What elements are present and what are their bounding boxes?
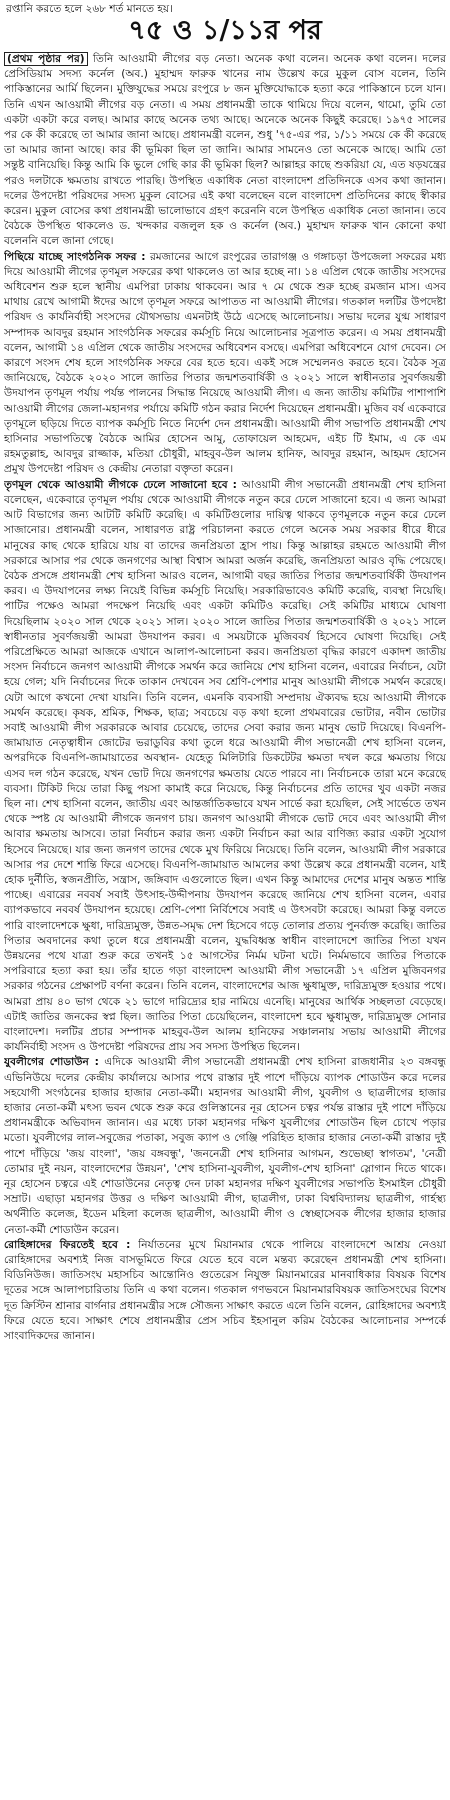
paragraph-restructure [4, 478, 446, 1056]
article-headline: ৭৫ ও ১/১১র পর [128, 15, 322, 46]
paragraph-text: এদিকে আওয়ামী লীগ সভানেত্রী প্রধানমন্ত্রী শেখ হাসিনা রাজধানীর ২৩ বঙ্গবন্ধু এভিনিউয়ে দলের কেন্দ্রীয় কার্যালয়ে আসার পথে রাস্তার দুই পাশে দাঁড়িয়ে ব্যাপক শোডাউন করে দলের সহযোগী সংগঠনের হাজার হাজার নেতা-কর্মী। মহানগর আওয়ামী লীগ, যুবলীগ ও ছাত্রলীগের হাজার হাজার নেতা-কর্মী মৎস্য ভবন থেকে শুরু করে গুলিস্তানের নূর হোসেন চত্বর পর্যন্ত রাস্তার দুই পাশে দাঁড়িয়ে প্রধানমন্ত্রীকে অভিবাদন জানান। এর মধ্যে ঢাকা মহানগর দক্ষিণ যুবলীগের শোডাউন ছিল চোখে পড়ার মতো। যুবলীগের লাল-সবুজের পতাকা, সবুজ ক্যাপ ও গেঞ্জি পরিহিত হাজার হাজার নেতা-কর্মী রাস্তার দুই পাশে দাঁড়িয়ে 'জয় বাংলা', 'জয় বঙ্গবন্ধু', 'জননেত্রী শেখ হাসিনার আগমন, শুভেচ্ছা স্বাগতম', 'নেত্রী তোমার দুই নয়ন, বাংলাদেশের উন্নয়ন', 'শেখ হাসিনা-যুবলীগ, যুবলীগ-শেখ হাসিনা' স্লোগান দিতে থাকে। নূর হোসেন চত্বরে এই শোডাউনের নেতৃত্ব দেন ঢাকা মহানগর দক্ষিণ যুবলীগের সভাপতি ইসমাইল চৌধুরী সম্রাট। এছাড়া মহানগর উত্তর ও দক্ষিণ আওয়ামী লীগ, ছাত্রলীগ, ঢাকা বিশ্ববিদ্যালয় ছাত্রলীগ, গার্হস্থ্য অর্থনীতি কলেজ, ইডেন মহিলা কলেজ ছাত্রলীগ, আওয়ামী লীগ ও স্বেচ্ছাসেবক লীগের হাজার হাজার নেতা-কর্মী শোডাউন করেন। [4, 1056, 446, 1236]
paragraph-jubo-league-showdown [4, 1055, 446, 1237]
subheading-restructure: তৃণমূল থেকে আওয়ামী লীগকে ঢেলে সাজানো হবে : [4, 478, 237, 491]
previous-article-tail: রপ্তানি করতে হলে ২৬৮ শর্ত মানতে হয়। [6, 3, 173, 15]
paragraph-text: রমজানের আগে রংপুরের তারাগঞ্জ ও গঙ্গাচড়া উপজেলা সফরের মধ্য দিয়ে আওয়ামী লীগের তৃণমূল সফরের কথা থাকলেও তা আর হচ্ছে না। ১৪ এপ্রিল থেকে জাতীয় সংসদের অধিবেশন শুরু হলে স্থানীয় এমপিরা ঢাকায় থাকবেন। আর ৭ মে থেকে শুরু হচ্ছে রমজান মাস। এসব মাথায় রেখে আগামী ঈদের আগে তৃণমূল সফরে আপাতত না আওয়ামী লীগের। গতকাল দলটির উপদেষ্টা পরিষদ ও কার্যনির্বাহী সংসদের যৌথসভায় এমনটাই উঠে এসেছে আলোচনায়। সভায় দলের যুগ্ম সাধারণ সম্পাদক আবদুর রহমান সাংগঠনিক সফরের কর্মসূচি নিয়ে আলোচনার সূত্রপাত করেন। এ সময় প্রধানমন্ত্রী বলেন, আগামী ১৪ এপ্রিল থেকে জাতীয় সংসদের অধিবেশন বসছে। এমপিরা অধিবেশনে যোগ দেবেন। সে কারণে সংসদ শেষ হলে সাংগঠনিক সফরে বের হতে হবে। একই সঙ্গে সম্মেলনও করতে হবে। বৈঠক সূত্র জানিয়েছে, বৈঠকে ২০২০ সালে জাতির পিতার জন্মশতবার্ষিকী ও ২০২১ সালে স্বাধীনতার সুবর্ণজয়ন্তী উদযাপন তৃণমূল পর্যায় পর্যন্ত পালনের সিদ্ধান্ত নিয়েছে আওয়ামী লীগ। এ জন্য জাতীয় কমিটির পাশাপাশি আওয়ামী লীগের জেলা-মহানগর পর্যায়ে কমিটি গঠন করার নির্দেশ দিয়েছেন প্রধানমন্ত্রী। মুজিব বর্ষ একেবারে তৃণমূলে ছড়িয়ে দিতে ব্যাপক কর্মসূচি নিতে নির্দেশ দেন প্রধানমন্ত্রী। আওয়ামী লীগ সভাপতি প্রধানমন্ত্রী শেখ হাসিনার সভাপতিত্বে বৈঠকে আমির হোসেন আমু, তোফায়েল আহমেদ, এইচ টি ইমাম, এ কে এম রহমতুল্লাহ, আবদুর রাজ্জাক, মতিয়া চৌধুরী, মাহবুব-উল আলম হানিফ, আবদুর রহমান, আহমদ হোসেন প্রমুখ উপদেষ্টা পরিষদ ও কেন্দ্রীয় নেতারা বক্তৃতা করেন। [4, 250, 446, 476]
paragraph-rohingya [4, 1238, 446, 1344]
paragraph-text: তিনি আওয়ামী লীগের বড় নেতা। অনেক কথা বলেন। অনেক কথা বলেন। দলের প্রেসিডিয়াম সদস্য কর্নেল (অব.) মুহাম্মদ ফারুক খানের নাম উল্লেখ করে মুকুল বোস বলেন, তিনি পাকিস্তানের আর্মি ছিলেন। মুক্তিযুদ্ধের সময়ে রংপুরে ৮ জন মুক্তিযোদ্ধাকে হত্যা করে পাকিস্তানে চলে যান। তিনি এখন আওয়ামী লীগের বড় নেতা। এ সময় প্রধানমন্ত্রী তাকে থামিয়ে দিয়ে বলেন, থামো, তুমি তো একটা একটা করে বলছ। আমার কাছে অনেক তথ্য আছে। অনেকে অনেক কিছুই করেছে। ১৯৭৫ সালের পর কে কী করেছে তা আমার জানা আছে। প্রধানমন্ত্রী বলেন, শুধু '৭৫-এর পর, ১/১১ সময়ে কে কী করেছে তা আমার জানা আছে। কার কী ভূমিকা ছিল তা জানি। আমার সামনেও তো অনেকে আছে। আমি তো সন্তুষ্ট বানিয়েছি। কিন্তু আমি কি ভুলে গেছি কার কী ভূমিকা ছিল? আল্লাহর কাছে শুকরিয়া যে, এত ষড়যন্ত্রের পরও দলটাকে ক্ষমতায় রাখতে পারছি। উপস্থিত একাধিক নেতা বাংলাদেশ প্রতিদিনকে এসব কথা জানান। দলের উপদেষ্টা পরিষদের সদস্য মুকুল বোসের এই কথা বলেছেন বলে বাংলাদেশ প্রতিদিনের কাছে স্বীকার করেন। মুকুল বোসের কথা প্রধানমন্ত্রী ভালোভাবে গ্রহণ করেননি বলে উপস্থিত একাধিক নেতা জানান। তবে বৈঠকে উপস্থিত থাকলেও ড. খন্দকার বজলুল হক ও কর্নেল (অব.) মুহাম্মদ ফারুক খান কোনো কথা বলেননি বলে জানা গেছে। [4, 53, 446, 248]
paragraph-organizational-tour [4, 250, 446, 478]
subheading-organizational-tour: পিছিয়ে যাচ্ছে সাংগঠনিক সফর : [4, 250, 146, 263]
paragraph-text: আওয়ামী লীগ সভানেত্রী প্রধানমন্ত্রী শেখ হাসিনা বলেছেন, একেবারে তৃণমূল পর্যায় থেকে আওয়ামী লীগকে নতুন করে ঢেলে সাজানো হবে। এ জন্য আমরা আট বিভাগের জন্য আটটি কমিটি করেছি। এ কমিটিগুলোর দায়িত্ব থাকবে তৃণমূলকে নতুন করে ঢেলে সাজানোর। প্রধানমন্ত্রী বলেন, সাধারণত রাষ্ট্র পরিচালনা করতে গেলে অনেক সময় সরকার ধীরে ধীরে মানুষের কাছ থেকে হারিয়ে যায় বা তাদের জনপ্রিয়তা হ্রাস পায়। কিন্তু আল্লাহর রহমতে আওয়ামী লীগ সরকারে আসার পর থেকে জনগণের আস্থা বিশ্বাস আমরা অর্জন করেছি, জনপ্রিয়তা আরও বৃদ্ধি পেয়েছে। বৈঠক প্রসঙ্গে প্রধানমন্ত্রী শেখ হাসিনা আরও বলেন, আগামী বছর জাতির পিতার জন্মশতবার্ষিকী উদযাপন করব। এ উদযাপনের লক্ষ্য নিয়েই বিভিন্ন কর্মসূচি নিয়েছি। সরকারিভাবেও কমিটি করেছি, ব্যবস্থা নিয়েছি। পাটির পক্ষেও আমরা পদক্ষেপ নিয়েছি এবং একটা কমিটিও করেছি। সেই কমিটির মাধ্যমে ঘোষণা দিয়েছিলাম ২০২০ সাল থেকে ২০২১ সাল। ২০২০ সালে জাতির পিতার জন্মশতবার্ষিকী ও ২০২১ সালে স্বাধীনতার সুবর্ণজয়ন্তী আমরা উদযাপন করব। এ সময়টাকে মুজিববর্ষ হিসেবে ঘোষণা দিয়েছি। সেই পরিপ্রেক্ষিতে আমরা আজকে এখানে আলাপ-আলোচনা করব। জনপ্রিয়তা বৃদ্ধির কারণে একাদশ জাতীয় সংসদ নির্বাচনে জনগণ আওয়ামী লীগকে সমর্থন করে জানিয়ে শেখ হাসিনা বলেন, এবারের নির্বাচন, যেটা হয়ে গেল; যদি নির্বাচনের দিকে তাকান দেখবেন সব শ্রেণি-পেশার মানুষ আওয়ামী লীগকে সমর্থন করেছে। যেটা আগে কখনো দেখা যায়নি। তিনি বলেন, এমনকি ব্যবসায়ী সম্প্রদায় ঐক্যবদ্ধ হয়ে আওয়ামী লীগকে সমর্থন করেছে। কৃষক, শ্রমিক, শিক্ষক, ছাত্র; সবচেয়ে বড় কথা হলো প্রথমবারের ভোটার, নবীন ভোটার সবাই আওয়ামী লীগ সরকারকে আবার চেয়েছে, তাদের সেবা করার জন্য মানুষ ভোট দিয়েছে। বিএনপি-জামায়াত নেতৃত্বাধীন জোটের ভরাডুবির কথা তুলে ধরে আওয়ামী লীগ সভানেত্রী শেখ হাসিনা বলেন, অপরদিকে বিএনপি-জামায়াতের অবস্থান- যেহেতু মিলিটারি ডিকটেটর ক্ষমতা দখল করে ক্ষমতায় গিয়ে এসব দল গঠন করেছে, যখন ভোট দিয়ে জনগণের ক্ষমতায় যেতে পারবে না। নির্বাচনকে তারা মনে করেছে ব্যবসা। টিকিট দিয়ে তারা কিছু পয়সা কামাই করে নিয়েছে, কিন্তু নির্বাচনের প্রতি তাদের খুব একটা নজর ছিল না। শেখ হাসিনা বলেন, জাতীয় এবং আন্তর্জাতিকভাবে যখন সার্ভে করা হয়েছিল, সেই সার্ভেতে তখন থেকে স্পষ্ট যে আওয়ামী লীগকে জনগণ চায়। জনগণ আওয়ামী লীগকে ভোট দেবে এবং আওয়ামী লীগ আবার ক্ষমতায় আসবে। তারা নির্বাচন করার জন্য একটা নির্বাচন করা আর বাণিজ্য করার একটা সুযোগ হিসেবে নিয়েছে। যার জন্য জনগণ তাদের থেকে মুখ ফিরিয়ে নিয়েছে। তিনি বলেন, আওয়ামী লীগ সরকারে আসার পর দেশে শান্তি ফিরে এসেছে। বিএনপি-জামায়াত আমলের কথা উল্লেখ করে প্রধানমন্ত্রী বলেন, যাই হোক দুর্নীতি, স্বজনপ্রীতি, সন্ত্রাস, জঙ্গিবাদ এগুলোতে ছিল। এখন কিন্তু আমাদের দেশের মানুষ অন্তত শান্তি পাচ্ছে। এবারের নববর্ষ সবাই উৎসাহ-উদ্দীপনায় উদযাপন করেছে জানিয়ে শেখ হাসিনা বলেন, এবার ব্যাপকভাবে নববর্ষ উদযাপন হয়েছে। শ্রেণি-পেশা নির্বিশেষে সবাই এ উৎসবটা করেছে। আমরা কিন্তু বলতে পারি বাংলাদেশকে ক্ষুধা, দারিদ্র্যমুক্ত, উন্নত-সমৃদ্ধ দেশ হিসেবে গড়ে তোলার প্রত্যয় পুনর্ব্যক্ত করেছি। জাতির পিতার অবদানের কথা তুলে ধরে প্রধানমন্ত্রী বলেন, যুদ্ধবিধ্বস্ত স্বাধীন বাংলাদেশে জাতির পিতা যখন উন্নয়নের পথে যাত্রা শুরু করে তখনই ১৫ আগস্টের নির্মম ঘটনা ঘটে। নির্মমভাবে জাতির পিতাকে সপরিবারে হত্যা করা হয়। তাঁর হাতে গড়া বাংলাদেশ আওয়ামী লীগ সভানেত্রী ১৭ এপ্রিল মুজিবনগর সরকার গঠনের প্রেক্ষাপট বর্ণনা করেন। তিনি বলেন, বাংলাদেশের আজ ক্ষুধামুক্ত, দারিদ্র্যমুক্ত হওয়ার পথে। আমরা প্রায় ৪০ ভাগ থেকে ২১ ভাগে দারিদ্র্যের হার নামিয়ে এনেছি। মানুষের আর্থিক সচ্ছলতা বেড়েছে। এটাই জাতির জনকের স্বপ্ন ছিল। জাতির পিতা চেয়েছিলেন, বাংলাদেশ হবে ক্ষুধামুক্ত, দারিদ্র্যমুক্ত সোনার বাংলাদেশ। দলটির প্রচার সম্পাদক মাহবুব-উল আলম হানিফের সঞ্চালনায় সভায় আওয়ামী লীগের কার্যনির্বাহী সংসদ ও উপদেষ্টা পরিষদের প্রায় সব সদস্য উপস্থিত ছিলেন। [4, 478, 446, 1054]
article-body [4, 52, 446, 1796]
subheading-rohingya: রোহিঙ্গাদের ফিরতেই হবে : [4, 1238, 131, 1251]
paragraph-intro [4, 52, 446, 250]
continued-from-first-page-label: (প্রথম পৃষ্ঠার পর) [4, 52, 88, 66]
subheading-jubo-league-showdown: যুবলীগের শোডাউন : [4, 1056, 99, 1069]
paragraph-text: নির্যাতনের মুখে মিয়ানমার থেকে পালিয়ে বাংলাদেশে আশ্রয় নেওয়া রোহিঙ্গাদের অবশ্যই নিজ বাসভূমিতে ফিরে যেতে হবে বলে মন্তব্য করেছেন প্রধানমন্ত্রী শেখ হাসিনা। বিডিনিউজ। জাতিসংঘ মহাসচিব আন্তোনিও গুতেরেস নিযুক্ত মিয়ানমারের মানবাধিকার বিষয়ক বিশেষ দূতের সঙ্গে আলাপচারিতায় তিনি এ কথা বলেন। গতকাল গণভবনে মিয়ানমারবিষয়ক জাতিসংঘের বিশেষ দূত ক্রিস্টিন শ্রানার বার্গনার প্রধানমন্ত্রীর সঙ্গে সৌজন্য সাক্ষাৎ করতে এলে তিনি বলেন, রোহিঙ্গাদের অবশ্যই ফিরে যেতে হবে। সাক্ষাৎ শেষে প্রধানমন্ত্রীর প্রেস সচিব ইহসানুল করিম বৈঠকের আলোচনার সম্পর্কে সাংবাদিকদের জানান। [4, 1238, 446, 1343]
